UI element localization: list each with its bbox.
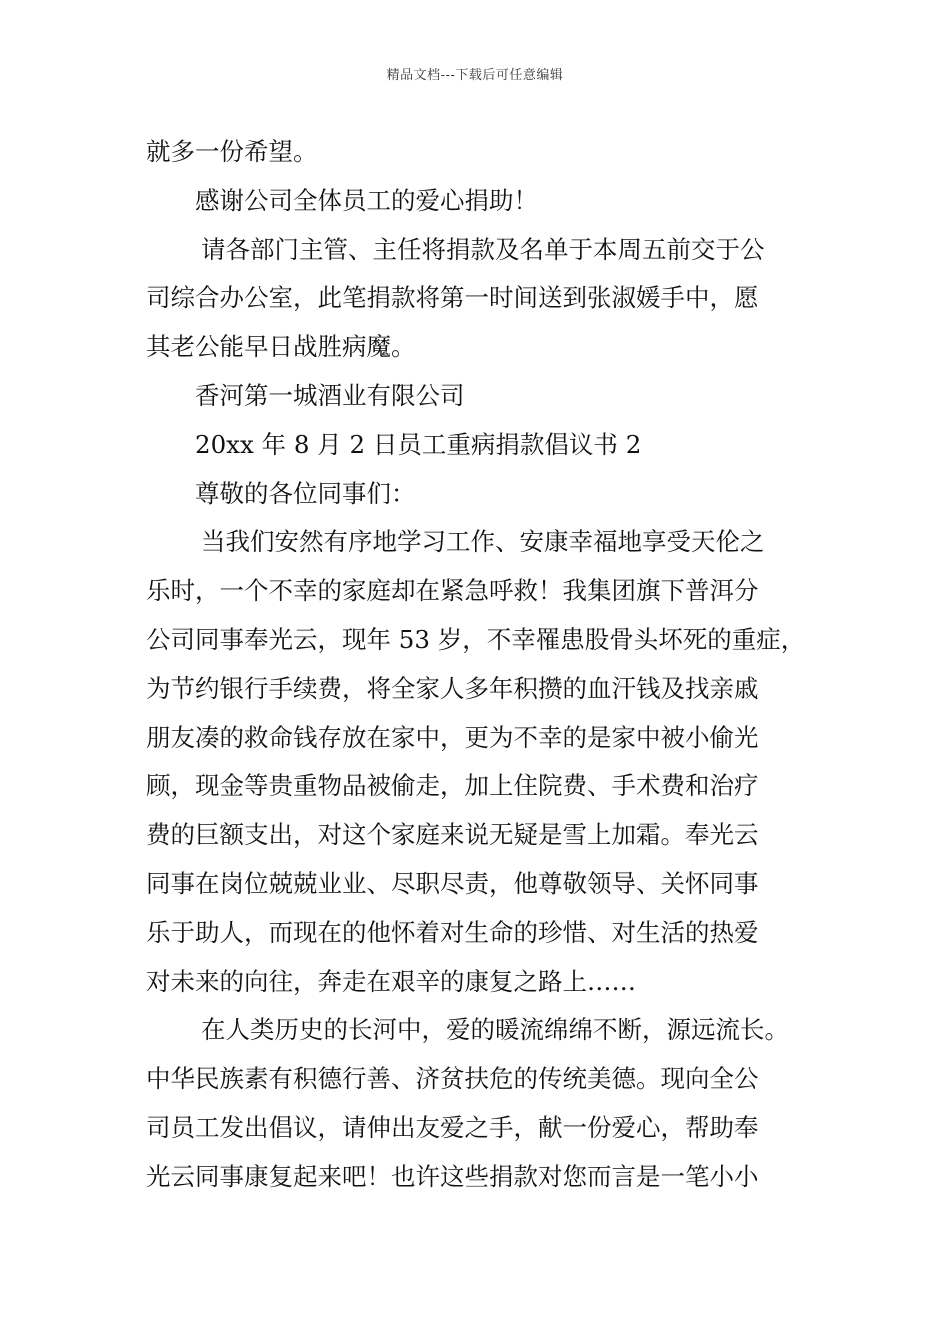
text-line: 光云同事康复起来吧！也许这些捐款对您而言是一笔小小 [146, 1161, 759, 1191]
text-line: 就多一份希望。 [146, 137, 318, 166]
text-line: 朋友凑的救命钱存放在家中，更为不幸的是家中被小偷光 [146, 722, 759, 752]
text-line: 司综合办公室，此笔捐款将第一时间送到张淑媛手中，愿 [146, 283, 759, 313]
text-line: 当我们安然有序地学习工作、安康幸福地享受天伦之 [201, 527, 765, 557]
text-line: 乐于助人，而现在的他怀着对生命的珍惜、对生活的热爱 [146, 917, 759, 947]
page-header: 精品文档---下载后可任意编辑 [386, 68, 564, 83]
company-name: 香河第一城酒业有限公司 [195, 380, 465, 410]
text-line: 公司同事奉光云，现年 53 岁，不幸罹患股骨头坏死的重症， [146, 624, 806, 654]
text-line: 同事在岗位兢兢业业、尽职尽责，他尊敬领导、关怀同事 [146, 868, 759, 898]
text-line: 在人类历史的长河中，爱的暖流绵绵不断，源远流长。 [201, 1015, 789, 1045]
text-line: 中华民族素有积德行善、济贫扶危的传统美德。现向全公 [146, 1064, 759, 1094]
salutation: 尊敬的各位同事们： [195, 478, 416, 508]
text-line: 请各部门主管、主任将捐款及名单于本周五前交于公 [201, 234, 765, 264]
text-line: 感谢公司全体员工的爱心捐助！ [195, 185, 538, 215]
text-line: 乐时，一个不幸的家庭却在紧急呼救！我集团旗下普洱分 [146, 576, 759, 606]
text-line: 司员工发出倡议，请伸出友爱之手，献一份爱心，帮助奉 [146, 1112, 759, 1142]
text-line: 为节约银行手续费，将全家人多年积攒的血汗钱及找亲戚 [146, 673, 759, 703]
text-line: 其老公能早日战胜病魔。 [146, 332, 416, 362]
text-line: 费的巨额支出，对这个家庭来说无疑是雪上加霜。奉光云 [146, 820, 759, 850]
text-line: 对未来的向往，奔走在艰辛的康复之路上…… [146, 966, 636, 996]
text-line: 顾，现金等贵重物品被偷走，加上住院费、手术费和治疗 [146, 771, 759, 801]
document-title: 20xx 年 8 月 2 日员工重病捐款倡议书 2 [195, 429, 642, 459]
document-body [146, 128, 826, 1202]
